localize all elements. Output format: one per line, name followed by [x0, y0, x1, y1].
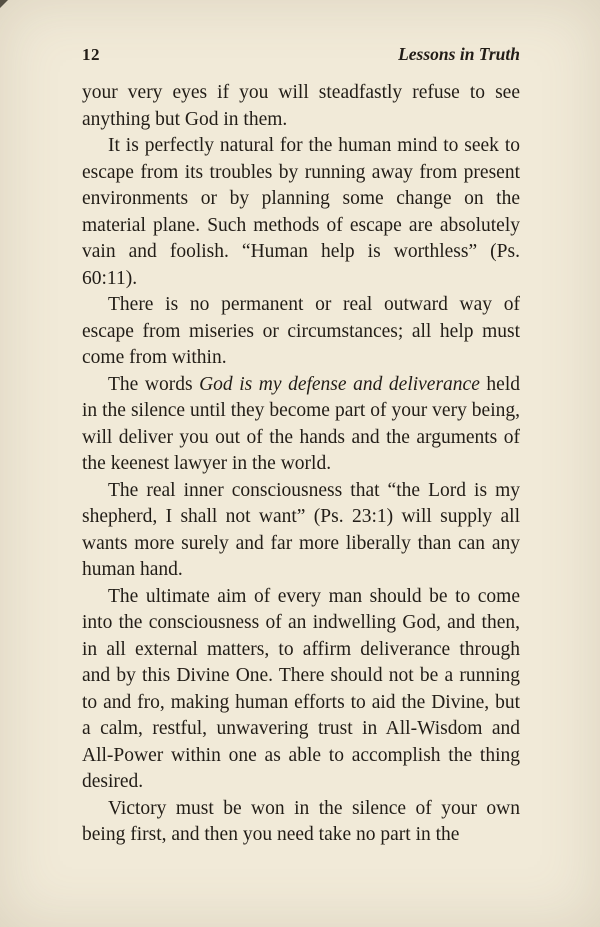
text-segment: God is my defense and deliverance	[199, 373, 480, 395]
page-number: 12	[82, 45, 100, 64]
text-segment: held in the silence until they become part of your very being, will deliver you out of the hands and the arguments of the keenest lawyer in the world.	[82, 373, 521, 474]
text-segment: The real inner consciousness that “the Lord is my shepherd, I shall not want” (Ps. 23:1) will supply all wants more surely and far more liberally than can any human hand.	[82, 479, 520, 580]
text-segment: Victory must be won in the silence of your own being first, and then you need take no part in the	[82, 797, 520, 845]
text-segment: It is perfectly natural for the human mind to seek to escape from its troubles by running away from present environments or by planning some change on the material plane. Such methods of escape are absolutely vain and foolish. “Human help is worthless” (Ps. 60:11).	[82, 135, 520, 289]
paragraph	[82, 478, 520, 584]
paragraph	[82, 292, 520, 372]
paragraph	[82, 372, 520, 478]
page-header	[82, 44, 520, 65]
running-title: Lessons in Truth	[398, 44, 520, 64]
paragraph	[82, 584, 520, 796]
text-segment: There is no permanent or real outward way of escape from miseries or circumstances; all help must come from within.	[82, 294, 520, 368]
paragraph	[82, 80, 520, 133]
text-segment: The words	[108, 373, 200, 395]
paragraph	[82, 796, 520, 849]
page-body	[82, 80, 520, 849]
text-segment: The ultimate aim of every man should be to come into the consciousness of an indwelling God, and then, in all external matters, to affirm deliverance through and by this Divine One. There should not be a running to and fro, making human efforts to aid the Divine, but a calm, restful, unwavering trust in All-Wisdom and All-Power within one as able to accomplish the thing desired.	[82, 585, 520, 792]
paragraph	[82, 133, 520, 292]
text-segment: your very eyes if you will steadfastly refuse to see anything but God in them.	[82, 82, 520, 130]
